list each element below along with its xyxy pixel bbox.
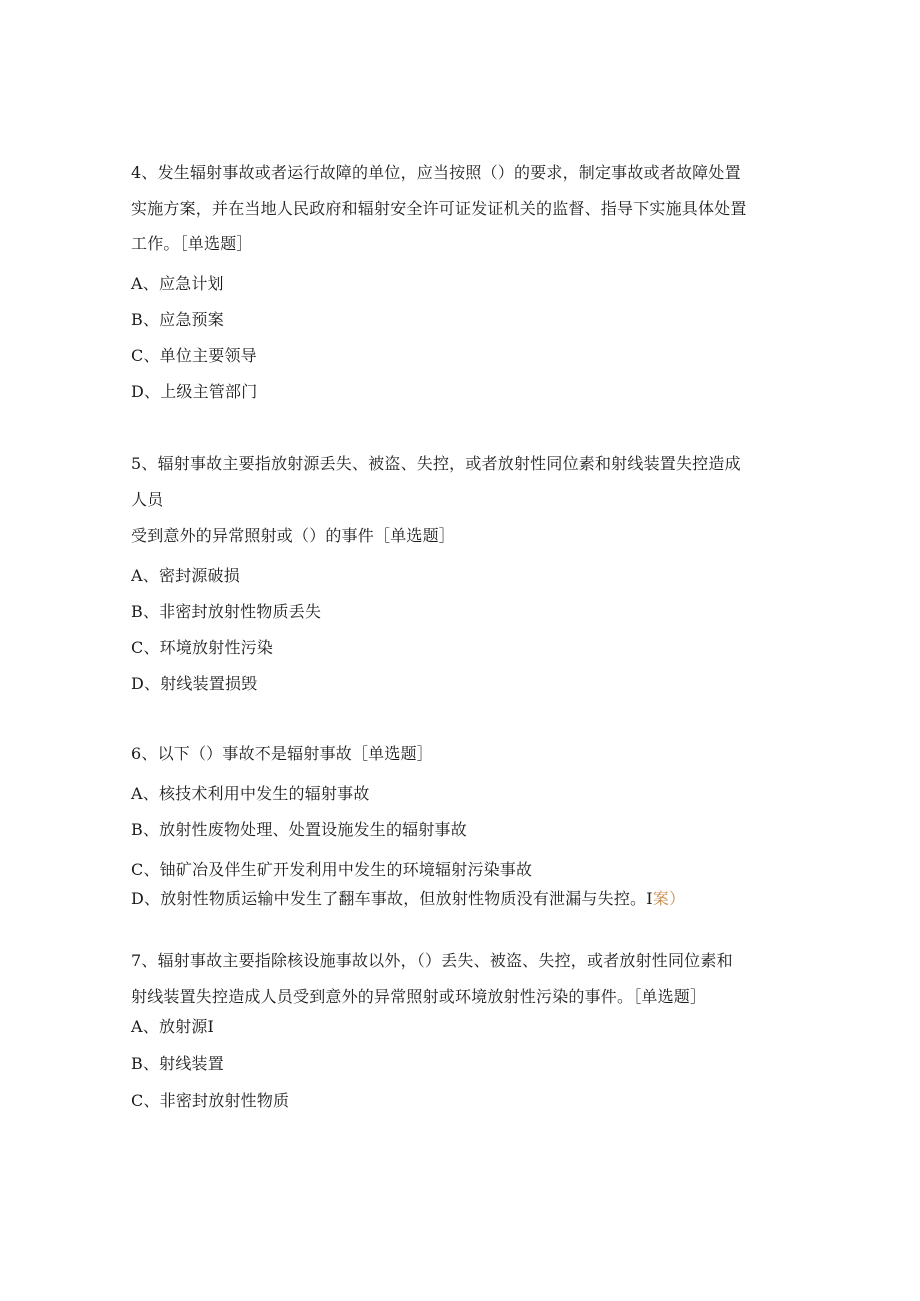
question-5-option-c[interactable]: C、环境放射性污染 xyxy=(131,638,274,657)
question-7-option-b[interactable]: B、射线装置 xyxy=(131,1054,224,1073)
question-5-line-3: 受到意外的异常照射或（）的事件［单选题］ xyxy=(131,526,456,545)
question-5-option-a[interactable]: A、密封源破损 xyxy=(131,566,240,585)
question-6-option-a[interactable]: A、核技术利用中发生的辐射事故 xyxy=(131,784,370,803)
question-4-line-3: 工作。［单选题］ xyxy=(131,234,253,253)
question-4-option-b[interactable]: B、应急预案 xyxy=(131,310,224,329)
question-5-option-b[interactable]: B、非密封放射性物质丢失 xyxy=(131,602,322,621)
question-7-option-c[interactable]: C、非密封放射性物质 xyxy=(131,1091,290,1110)
question-4-option-d[interactable]: D、上级主管部门 xyxy=(131,382,258,401)
question-5-option-d[interactable]: D、射线装置损毁 xyxy=(131,674,258,693)
question-4-option-c[interactable]: C、单位主要领导 xyxy=(131,346,257,365)
question-5-line-1: 5、辐射事故主要指放射源丢失、被盗、失控，或者放射性同位素和射线装置失控造成 xyxy=(131,454,741,473)
question-7-line-1: 7、辐射事故主要指除核设施事故以外，（）丢失、被盗、失控，或者放射性同位素和 xyxy=(131,951,733,970)
question-6-option-b[interactable]: B、放射性废物处理、处置设施发生的辐射事故 xyxy=(131,820,467,839)
question-4-line-2: 实施方案，并在当地人民政府和辐射安全许可证发证机关的监督、指导下实施具体处置 xyxy=(131,199,747,218)
question-6-option-d-text: D、放射性物质运输中发生了翻车事故，但放射性物质没有泄漏与失控。I xyxy=(131,889,653,908)
question-4-option-a[interactable]: A、应急计划 xyxy=(131,274,224,293)
question-6-option-d[interactable] xyxy=(131,889,685,909)
question-7-line-2: 射线装置失控造成人员受到意外的异常照射或环境放射性污染的事件。［单选题］ xyxy=(131,987,707,1006)
question-7-option-a[interactable]: A、放射源I xyxy=(131,1017,215,1036)
question-4-line-1: 4、发生辐射事故或者运行故障的单位，应当按照（）的要求，制定事故或者故障处置 xyxy=(131,163,741,182)
question-6-option-c[interactable]: C、铀矿冶及伴生矿开发利用中发生的环境辐射污染事故 xyxy=(131,860,533,879)
question-6-option-d-answer-fragment: 案） xyxy=(652,889,686,908)
question-5-line-2: 人员 xyxy=(131,490,164,509)
question-6-line-1: 6、以下（）事故不是辐射事故［单选题］ xyxy=(131,744,433,763)
